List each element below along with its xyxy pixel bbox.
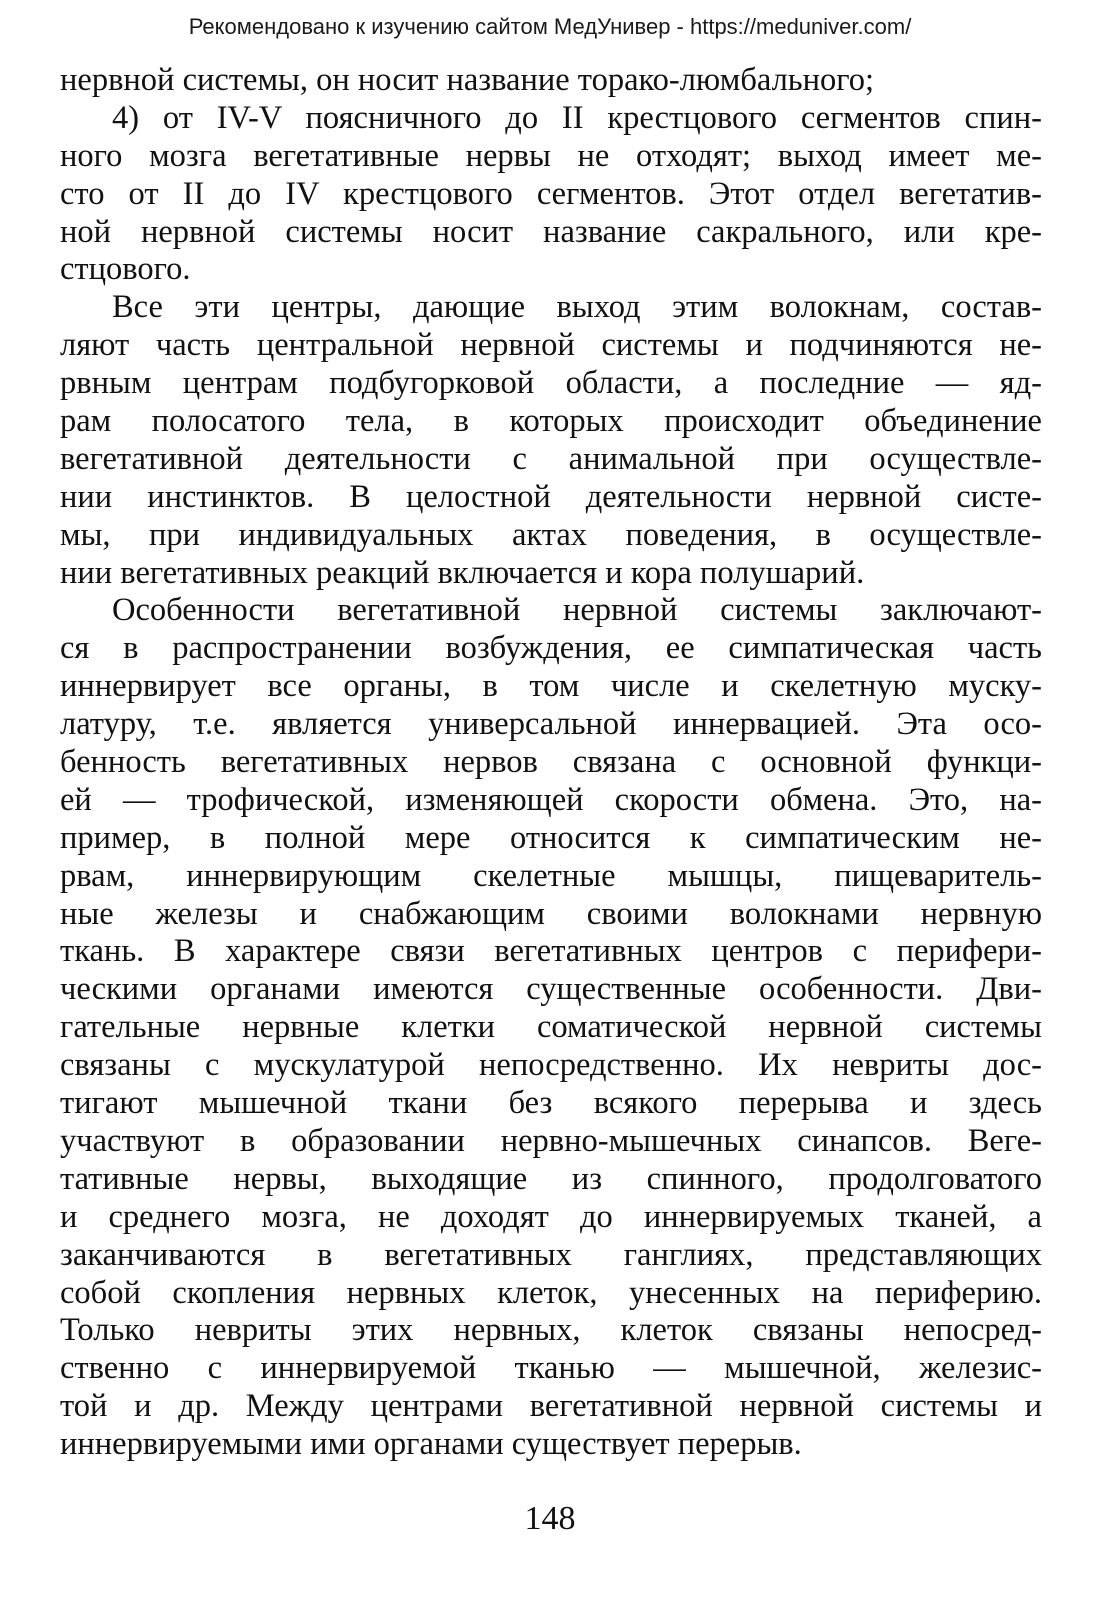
- text-line: нервной системы, он носит название торако-люмбального;: [60, 62, 875, 98]
- paragraph: [60, 62, 1042, 100]
- text-line: ляют часть центральной нервной системы и подчиняются не-: [60, 327, 1042, 364]
- text-line: бенность вегетативных нервов связана с основной функци-: [60, 744, 1042, 781]
- text-line: рам полосатого тела, в которых происходит объединение: [60, 403, 1042, 440]
- text-line: ей — трофической, изменяющей скорости обмена. Это, на-: [60, 781, 1042, 818]
- text-line: сто от II до IV крестцового сегментов. Этот отдел вегетатив-: [60, 175, 1042, 212]
- watermark: Рекомендовано к изучению сайтом МедУнивер - https://meduniver.com/: [188, 14, 912, 39]
- text-line: ткань. В характере связи вегетативных центров с перифери-: [60, 933, 1042, 970]
- text-line: ной нервной системы носит название сакрального, или кре-: [60, 213, 1042, 250]
- text-line: мы, при индивидуальных актах поведения, в осуществле-: [60, 516, 1042, 553]
- text-line: иннервирует все органы, в том числе и скелетную муску-: [60, 668, 1042, 705]
- text-line: и среднего мозга, не доходят до иннервируемых тканей, а: [60, 1198, 1042, 1235]
- text-line: Только невриты этих нервных, клеток связаны непосред-: [60, 1312, 1042, 1349]
- text-line: нии вегетативных реакций включается и кора полушарий.: [60, 554, 865, 591]
- text-line: ся в распространении возбуждения, ее симпатическая часть: [60, 630, 1042, 667]
- text-line: вегетативной деятельности с анимальной при осуществле-: [60, 440, 1042, 477]
- paragraph: [60, 289, 1042, 592]
- text-line: собой скопления нервных клеток, унесенных на периферию.: [60, 1274, 1042, 1311]
- text-line: ческими органами имеются существенные особенности. Дви-: [60, 971, 1042, 1008]
- text-line: рвам, иннервирующим скелетные мышцы, пищеваритель-: [60, 857, 1042, 894]
- text-line: Все эти центры, дающие выход этим волокнам, состав-: [112, 289, 1042, 326]
- page-number: 148: [524, 1500, 576, 1537]
- text-line: тигают мышечной ткани без всякого перерыва и здесь: [60, 1085, 1042, 1122]
- text-line: участвуют в образовании нервно-мышечных синапсов. Веге-: [60, 1122, 1042, 1159]
- text-line: нии инстинктов. В целостной деятельности нервной систе-: [60, 478, 1042, 515]
- text-line: ственно с иннервируемой тканью — мышечной, железис-: [60, 1350, 1042, 1387]
- page-body: [60, 62, 1042, 1464]
- text-line: стцового.: [60, 251, 191, 288]
- text-line: иннервируемыми ими органами существует перерыв.: [60, 1426, 802, 1463]
- text-line: тативные нервы, выходящие из спинного, продолговатого: [60, 1160, 1042, 1197]
- text-line: рвным центрам подбугорковой области, а последние — яд-: [60, 365, 1042, 402]
- paragraph: [60, 100, 1042, 289]
- text-line: латуру, т.е. является универсальной иннервацией. Эта осо-: [60, 706, 1042, 743]
- text-line: Особенности вегетативной нервной системы заключают-: [112, 592, 1042, 629]
- text-line: заканчиваются в вегетативных ганглиях, представляющих: [60, 1236, 1042, 1273]
- text-line: той и др. Между центрами вегетативной нервной системы и: [60, 1388, 1042, 1425]
- text-line: ного мозга вегетативные нервы не отходят; выход имеет ме-: [60, 137, 1042, 174]
- text-line: гательные нервные клетки соматической нервной системы: [60, 1009, 1042, 1046]
- text-line: ные железы и снабжающим своими волокнами нервную: [60, 895, 1042, 932]
- text-line: 4) от IV-V поясничного до II крестцового сегментов спин-: [112, 99, 1042, 136]
- text-line: связаны с мускулатурой непосредственно. Их невриты дос-: [60, 1047, 1042, 1084]
- text-line: пример, в полной мере относится к симпатическим не-: [60, 819, 1042, 856]
- paragraph: [60, 592, 1042, 1463]
